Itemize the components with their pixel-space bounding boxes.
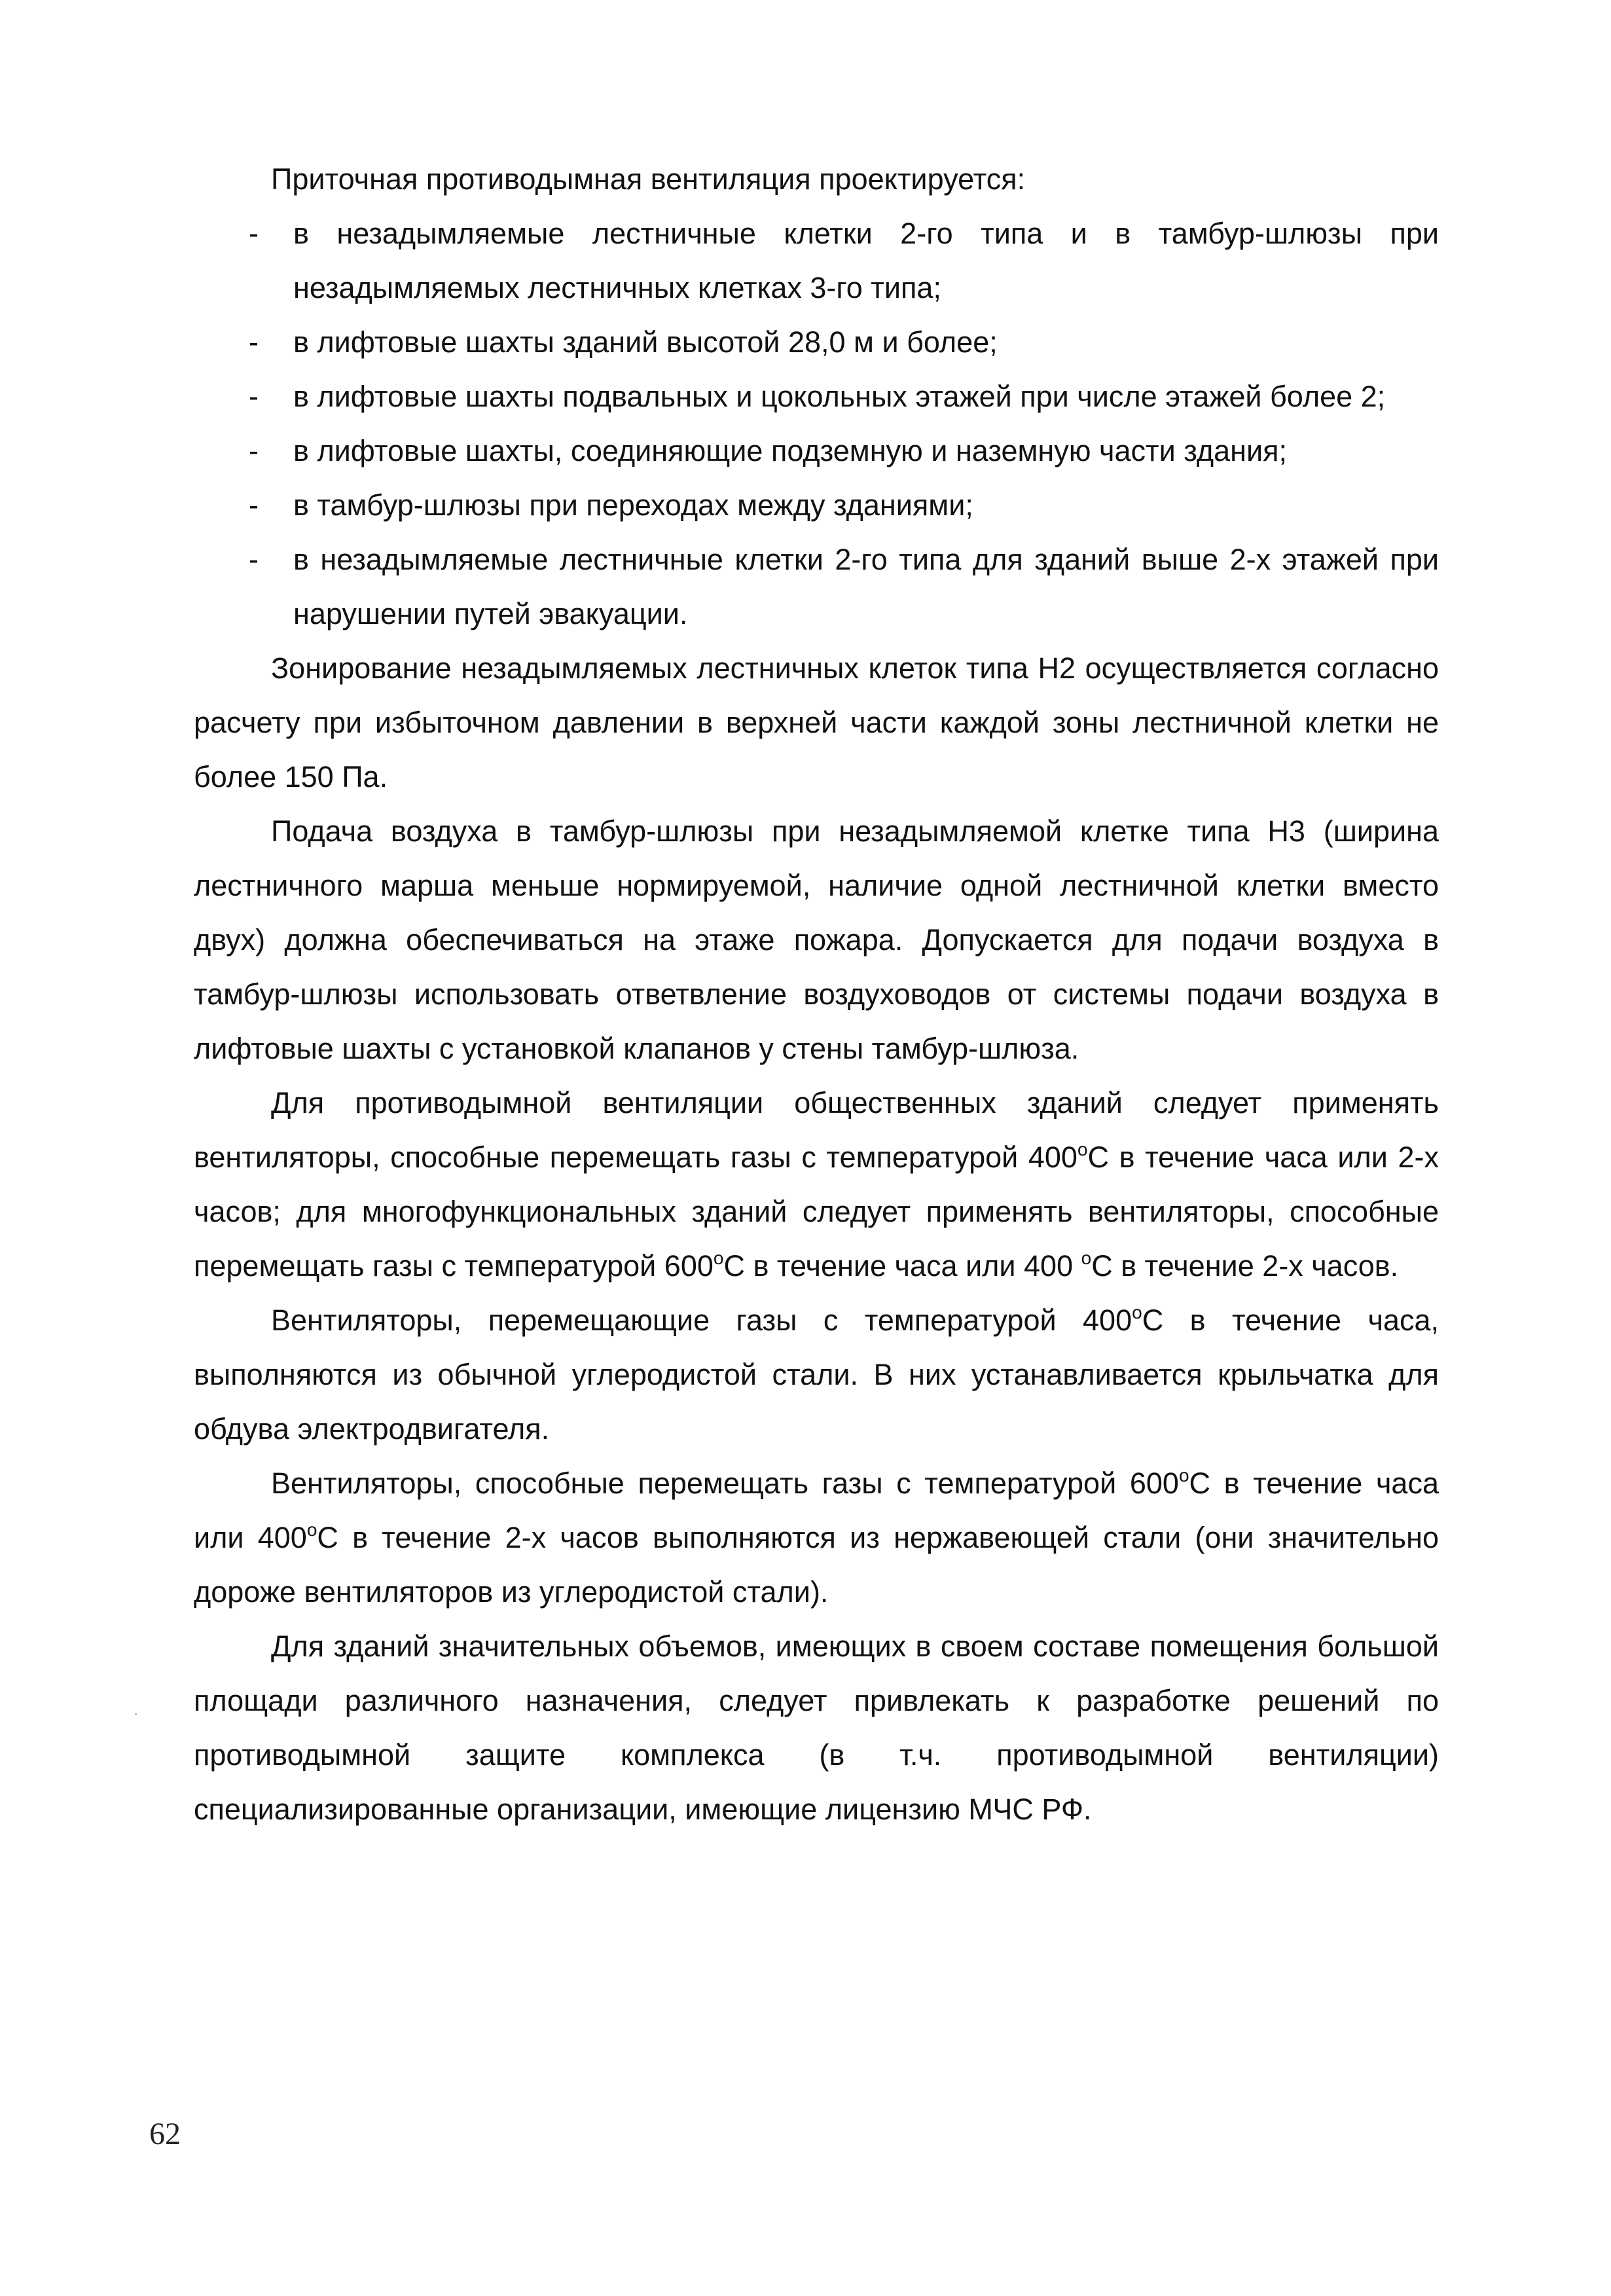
- list-item: [249, 315, 1439, 369]
- paragraph-zoning: Зонирование незадымляемых лестничных клеток типа Н2 осуществляется согласно расчету при избыточном давлении в верхней части каждой зоны лестничной клетки не более 150 Па.: [194, 651, 1439, 793]
- list-item: [249, 206, 1439, 315]
- paragraph-fans-public-buildings: [194, 1076, 1439, 1293]
- list-item-text: в незадымляемые лестничные клетки 2-го типа для зданий выше 2-х этажей при нарушении путей эвакуации.: [293, 543, 1439, 630]
- list-item: [249, 532, 1439, 641]
- list-dash: -: [249, 380, 259, 413]
- paragraph-text: Для противодымной вентиляции общественных зданий следует применять вентиляторы, способные перемещать газы с температурой 400: [194, 1086, 1439, 1174]
- paragraph-text: С в течение часа, выполняются из обычной углеродистой стали. В них устанавливается крыльчатка для обдува электродвигателя.: [194, 1303, 1439, 1446]
- paragraph-text: С в течение 2-х часов выполняются из нержавеющей стали (они значительно дороже вентиляторов из углеродистой стали).: [194, 1521, 1439, 1609]
- section-intro: Приточная противодымная вентиляция проектируется:: [271, 162, 1026, 196]
- list-dash: -: [249, 325, 259, 359]
- page-body: [194, 152, 1439, 1836]
- scan-speck: [135, 1713, 137, 1715]
- list-dash: -: [249, 217, 259, 250]
- paragraph-text: С в течение часа или 400: [194, 1467, 1439, 1554]
- list-item: [249, 424, 1439, 478]
- page-number: 62: [149, 2117, 181, 2151]
- paragraph-text: Вентиляторы, перемещающие газы с температурой 400: [271, 1303, 1132, 1337]
- paragraph-air-supply: Подача воздуха в тамбур-шлюзы при незадымляемой клетке типа Н3 (ширина лестничного марша меньше нормируемой, наличие одной лестничной клетки вместо двух) должна обеспечиваться на этаже пожара. Допускается для подачи воздуха в тамбур-шлюзы использовать ответвление воздуховодов от системы подачи воздуха в лифтовые шахты с установкой клапанов у стены тамбур-шлюза.: [194, 814, 1439, 1065]
- list-item-text: в лифтовые шахты зданий высотой 28,0 м и более;: [293, 325, 998, 359]
- list-dash: -: [249, 488, 259, 522]
- paragraph-text: С в течение часа или 400: [723, 1249, 1081, 1283]
- list-item-text: в незадымляемые лестничные клетки 2-го типа и в тамбур-шлюзы при незадымляемых лестничных клетках 3-го типа;: [293, 217, 1439, 304]
- paragraph-fans-400: [194, 1293, 1439, 1456]
- degree-sign: o: [1081, 1248, 1092, 1268]
- list-dash: -: [249, 434, 259, 467]
- list-item-text: в лифтовые шахты, соединяющие подземную и наземную части здания;: [293, 434, 1288, 467]
- list-dash: -: [249, 543, 259, 576]
- degree-sign: o: [713, 1248, 724, 1268]
- paragraph-text: Вентиляторы, способные перемещать газы с температурой 600: [271, 1467, 1179, 1500]
- supply-ventilation-list: [194, 206, 1439, 641]
- paragraph-text: С в течение 2-х часов.: [1091, 1249, 1399, 1283]
- list-item: [249, 369, 1439, 424]
- degree-sign: o: [1178, 1465, 1189, 1485]
- paragraph-large-buildings: Для зданий значительных объемов, имеющих в своем составе помещения большой площади различного назначения, следует привлекать к разработке решений по противодымной защите комплекса (в т.ч. противодымной вентиляции) специализированные организации, имеющие лицензию МЧС РФ.: [194, 1630, 1439, 1826]
- list-item-text: в лифтовые шахты подвальных и цокольных этажей при числе этажей более 2;: [293, 380, 1386, 413]
- list-item: [249, 478, 1439, 532]
- degree-sign: o: [1132, 1302, 1142, 1322]
- degree-sign: o: [1077, 1139, 1088, 1159]
- degree-sign: o: [306, 1520, 317, 1540]
- list-item-text: в тамбур-шлюзы при переходах между зданиями;: [293, 488, 973, 522]
- paragraph-fans-600: [194, 1456, 1439, 1619]
- paragraph-text: С в течение часа или 2-х часов; для многофункциональных зданий следует применять вентиляторы, способные перемещать газы с температурой 600: [194, 1140, 1439, 1283]
